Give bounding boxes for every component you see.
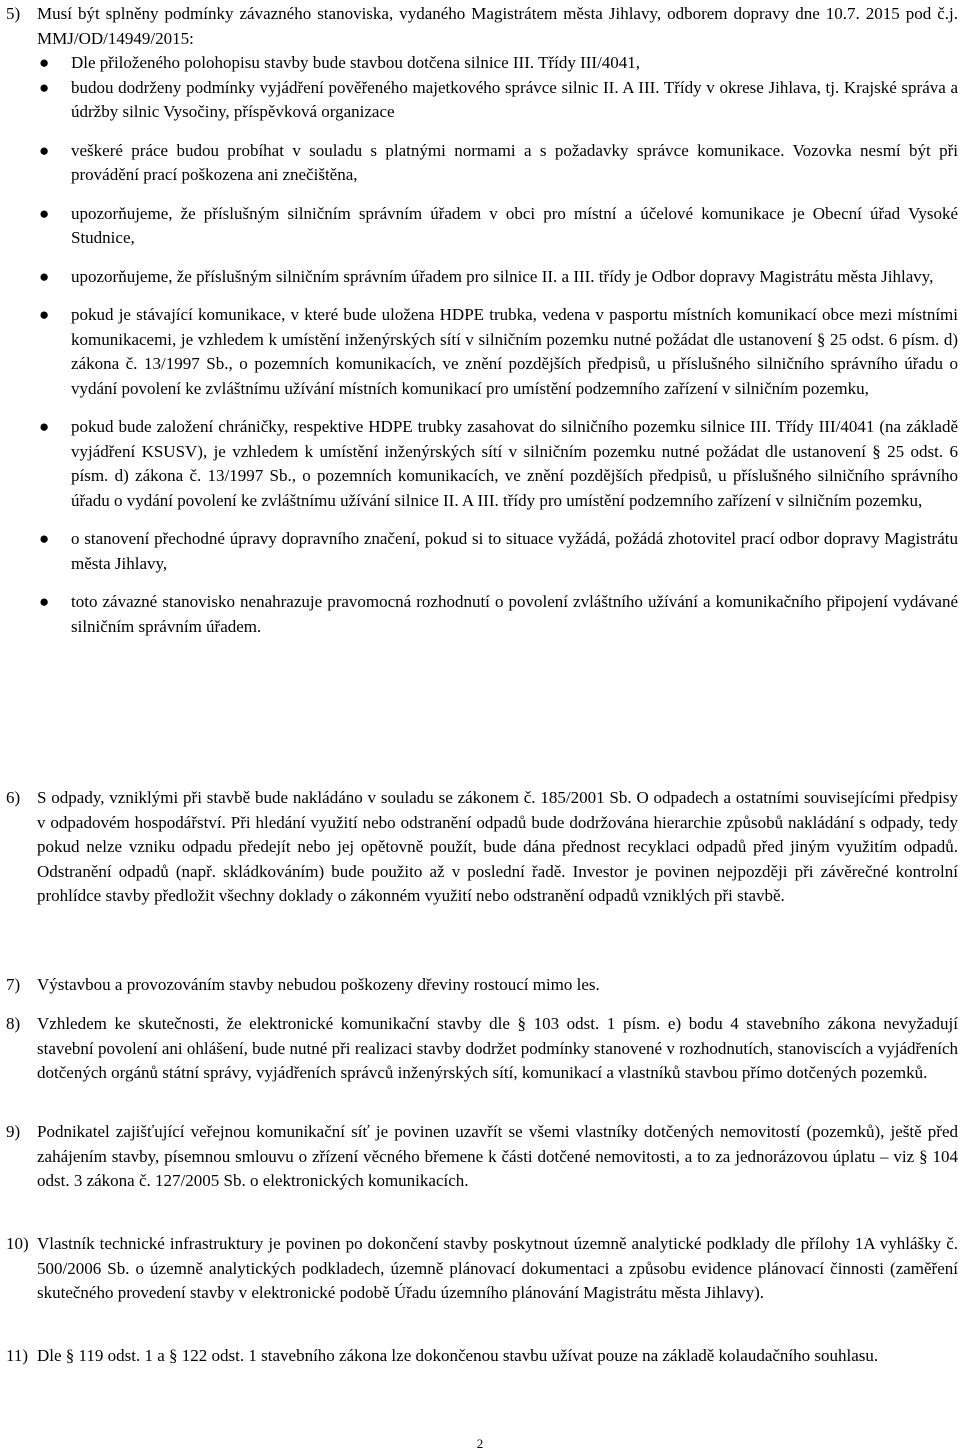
list-item [0,202,958,251]
condition-11 [0,1344,958,1369]
condition-text: Dle § 119 odst. 1 a § 122 odst. 1 stavebního zákona lze dokončenou stavbu užívat pouze na základě kolaudačního souhlasu. [37,1346,879,1365]
list-item-text: pokud bude založení chráničky, respektive HDPE trubky zasahovat do silničního pozemku silnice III. Třídy III/4041 (na základě vyjádření KSUSV), je vzhledem k umístění inženýrských sítí v silničním pozemku nutné požádat dle ustanovení § 25 odst. 6 písm. d) zákona č. 13/1997 Sb., o pozemních komunikacích, ve znění pozdějších předpisů, u příslušného silničního správního úřadu o vydání povolení ke zvláštnímu užívání silnice II. A III. třídy pro umístění podzemního zařízení v silničním pozemku, [71,417,958,510]
list-item-text: o stanovení přechodné úpravy dopravního značení, pokud si to situace vyžádá, požádá zhotovitel prací odbor dopravy Magistrátu města Jihlavy, [71,529,958,573]
list-item [0,265,958,290]
condition-10 [0,1232,958,1306]
list-item [0,51,958,76]
condition-number: 6) [6,788,21,807]
condition-text: Vlastník technické infrastruktury je povinen po dokončení stavby poskytnout územně analytické podklady dle přílohy 1A vyhlášky č. 500/2006 Sb. o územně analytických podkladech, územně plánovací dokumentaci a způsobu evidence plánovací činnosti (zaměření skutečného provedení stavby v elektronické podobě Úřadu územního plánování Magistrátu města Jihlavy). [37,1234,958,1302]
page-number: 2 [476,1436,484,1451]
condition-text: Podnikatel zajišťující veřejnou komunikační síť je povinen uzavřít se všemi vlastníky dotčených nemovitostí (pozemků), ještě před zahájením stavby, písemnou smlouvu o zřízení věcného břemene k části dotčené nemovitosti, a to za jednorázovou úplatu – viz § 104 odst. 3 zákona č. 127/2005 Sb. o elektronických komunikacích. [37,1122,958,1190]
bullet-list [0,51,958,639]
list-item [0,527,958,576]
list-item-text: upozorňujeme, že příslušným silničním správním úřadem pro silnice II. a III. třídy je Odbor dopravy Magistrátu města Jihlavy, [71,266,934,286]
bullet-icon: ● [39,77,50,97]
bullet-icon: ● [39,592,50,611]
list-item [0,590,958,639]
list-item [0,303,958,401]
condition-number: 11) [6,1346,29,1365]
list-item [0,76,958,125]
list-item-text: Dle přiloženého polohopisu stavby bude stavbou dotčena silnice III. Třídy III/4041, [71,53,641,72]
condition-text: Vzhledem ke skutečnosti, že elektronické komunikační stavby dle § 103 odst. 1 písm. e) bodu 4 stavebního zákona nevyžadují stavební povolení ani ohlášení, bude nutné při realizaci stavby dodržet podmínky stanovené v rozhodnutích, stanoviscích a vyjádřeních dotčených orgánů státní správy, vyjádřeních správců inženýrských sítí, komunikací a vlastníků stavbou přímo dotčených pozemků. [37,1014,958,1082]
condition-9 [0,1120,958,1194]
bullet-icon: ● [39,529,50,548]
list-item-text: upozorňujeme, že příslušným silničním správním úřadem v obci pro místní a účelové komunikace je Obecní úřad Vysoké Studnice, [71,203,958,247]
condition-number: 9) [6,1122,21,1141]
bullet-icon: ● [39,203,50,223]
condition-text: Výstavbou a provozováním stavby nebudou poškozeny dřeviny rostoucí mimo les. [37,975,600,994]
list-item-text: pokud je stávající komunikace, v které bude uložena HDPE trubka, vedena v pasportu místních komunikací obce mezi místními komunikacemi, je vzhledem k umístění inženýrských sítí v silničním pozemku nutné požádat dle ustanovení § 25 odst. 6 písm. d) zákona č. 13/1997 Sb., o pozemních komunikacích, ve znění pozdějších předpisů, u příslušného silničního správního úřadu o vydání povolení ke zvláštnímu užívání místních komunikací pro umístění podzemního zařízení v silničním pozemku, [71,305,958,398]
condition-6 [0,786,958,909]
list-item [0,139,958,188]
bullet-icon: ● [39,140,50,160]
bullet-icon: ● [39,305,50,324]
bullet-icon: ● [39,266,50,286]
condition-8 [0,1012,958,1086]
condition-number: 10) [6,1234,29,1253]
condition-number: 7) [6,975,21,994]
condition-7 [0,973,958,998]
list-item-text: veškeré práce budou probíhat v souladu s platnými normami a s požadavky správce komunikace. Vozovka nesmí být při provádění prací poškozena ani znečištěna, [71,140,958,184]
list-item [0,415,958,513]
bullet-icon: ● [39,53,50,72]
condition-5 [0,2,958,51]
condition-text: Musí být splněny podmínky závazného stanoviska, vydaného Magistrátem města Jihlavy, odborem dopravy dne 10.7. 2015 pod č.j. MMJ/OD/14949/2015: [37,4,958,48]
condition-number: 5) [6,4,21,23]
list-item-text: toto závazné stanovisko nenahrazuje pravomocná rozhodnutí o povolení zvláštního užívání a komunikačního připojení vydávané silničním správním úřadem. [71,592,958,636]
condition-number: 8) [6,1014,21,1033]
list-item-text: budou dodrženy podmínky vyjádření pověřeného majetkového správce silnic II. A III. Třídy v okrese Jihlava, tj. Krajské správa a údržby silnic Vysočiny, příspěvková organizace [71,77,958,121]
condition-text: S odpady, vzniklými při stavbě bude nakládáno v souladu se zákonem č. 185/2001 Sb. O odpadech a ostatními souvisejícími předpisy v odpadovém hospodářství. Při hledání využití nebo odstranění odpadů bude dodržována hierarchie způsobů nakládání s odpady, tedy pokud nelze vzniku odpadu předejít nebo jej opětovně použít, bude dána přednost recyklaci odpadů před jiným využitím odpadů. Odstranění odpadů (např. skládkováním) bude použito až v poslední řadě. Investor je povinen nejpozději při závěrečné kontrolní prohlídce stavby předložit všechny doklady o zákonném využití nebo odstranění odpadů vzniklých při stavbě. [37,788,958,905]
bullet-icon: ● [39,417,50,436]
